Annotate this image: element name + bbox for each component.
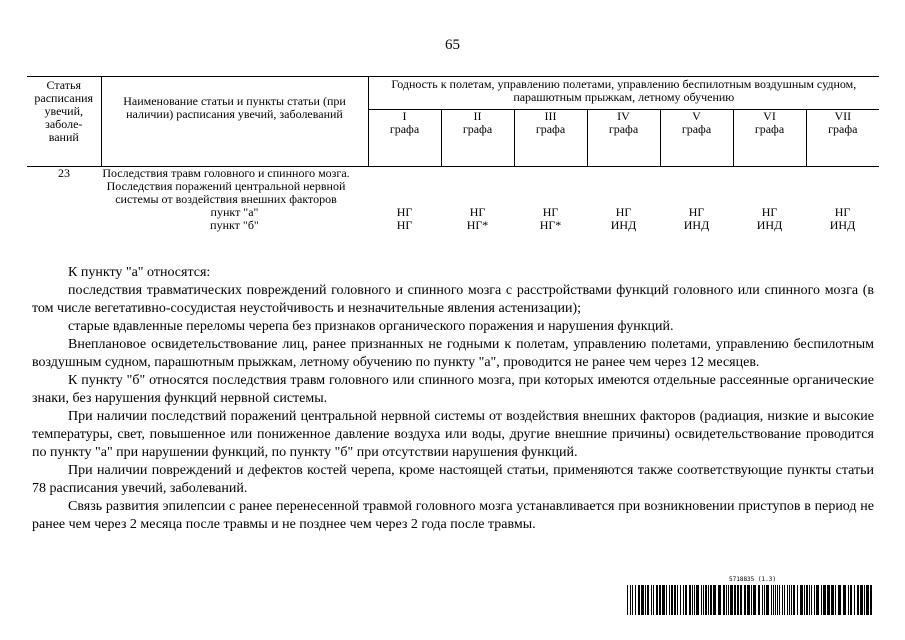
grafa-header-6: VI графа [733, 110, 806, 167]
table-row-article-title [27, 167, 879, 207]
paragraph: старые вдавленные переломы черепа без признаков органического поражения и нарушения функций. [68, 319, 674, 334]
table-cell: НГ [542, 205, 559, 219]
table-cell: НГ [469, 205, 486, 219]
table-cell: НГ [396, 205, 413, 219]
barcode-label: 5718835 (1.3) [729, 576, 776, 583]
grafa-header-5: V графа [660, 110, 733, 167]
schedule-table [27, 76, 879, 232]
article-number: 23 [58, 166, 70, 180]
table-cell: НГ* [539, 218, 562, 232]
table-cell: НГ [688, 205, 705, 219]
column-header-fitness-group: Годность к полетам, управлению полетами, управлению беспилотным воздушным судном, парашютным прыжкам, летному обучению [368, 77, 879, 110]
paragraph: При наличии последствий поражений центральной нервной системы от воздействия внешних факторов (радиация, низкие и высокие температуры, свет, повышенное или пониженное давление воздуха или воды, другие внешние причины) освидетельствование проводится по пункту "а" при нарушении функций, по пункту "б" при отсутствии нарушения функций. [32, 409, 874, 460]
point-label: пункт "а" [210, 205, 259, 219]
body-text [32, 264, 874, 534]
grafa-header-1: I графа [368, 110, 441, 167]
paragraph: последствия травматических повреждений головного и спинного мозга с расстройствами функций головного или спинного мозга (в том числе вегетативно-сосудистая неустойчивость и незначительные явления астенизации); [32, 283, 874, 316]
grafa-header-2: II графа [441, 110, 514, 167]
paragraph: К пункту "а" относятся: [68, 265, 211, 280]
table-cell: ИНД [756, 218, 783, 232]
point-label: пункт "б" [210, 218, 259, 232]
page-number: 65 [445, 37, 460, 53]
table-row-point-b [27, 219, 879, 232]
column-header-article: Статья расписания увечий, заболе-ваний [27, 77, 101, 167]
paragraph: К пункту "б" относятся последствия травм головного или спинного мозга, при которых имеются отдельные рассеянные органические знаки, без нарушения функций нервной системы. [32, 373, 874, 406]
column-header-name: Наименование статьи и пункты статьи (при наличии) расписания увечий, заболеваний [101, 77, 368, 167]
paragraph: При наличии повреждений и дефектов костей черепа, кроме настоящей статьи, применяются также соответствующие пункты статьи 78 расписания увечий, заболеваний. [32, 463, 874, 496]
table-cell: ИНД [610, 218, 637, 232]
table-cell: НГ [834, 205, 851, 219]
grafa-header-7: VII графа [806, 110, 879, 167]
article-title: Последствия травм головного и спинного мозга. Последствия поражений центральной нервной системы от воздействия внешних факторов [102, 166, 350, 206]
paragraph: Внеплановое освидетельствование лиц, ранее признанных не годными к полетам, управлению полетами, управлению беспилотным воздушным судном, парашютным прыжкам, летному обучению по пункту "а", проводится не ранее чем через 12 месяцев. [32, 337, 874, 370]
table-cell: НГ [615, 205, 632, 219]
table-row-point-a [27, 206, 879, 219]
table-cell: ИНД [829, 218, 856, 232]
table-cell: НГ [396, 218, 413, 232]
grafa-header-3: III графа [514, 110, 587, 167]
table-cell: ИНД [683, 218, 710, 232]
table-cell: НГ [761, 205, 778, 219]
grafa-header-4: IV графа [587, 110, 660, 167]
table-cell: НГ* [466, 218, 489, 232]
barcode-block [627, 576, 875, 615]
barcode-image [627, 585, 875, 615]
paragraph: Связь развития эпилепсии с ранее перенесенной травмой головного мозга устанавливается при возникновении приступов в период не ранее чем через 2 месяца после травмы и не позднее чем через 2 года после травмы. [32, 499, 874, 532]
